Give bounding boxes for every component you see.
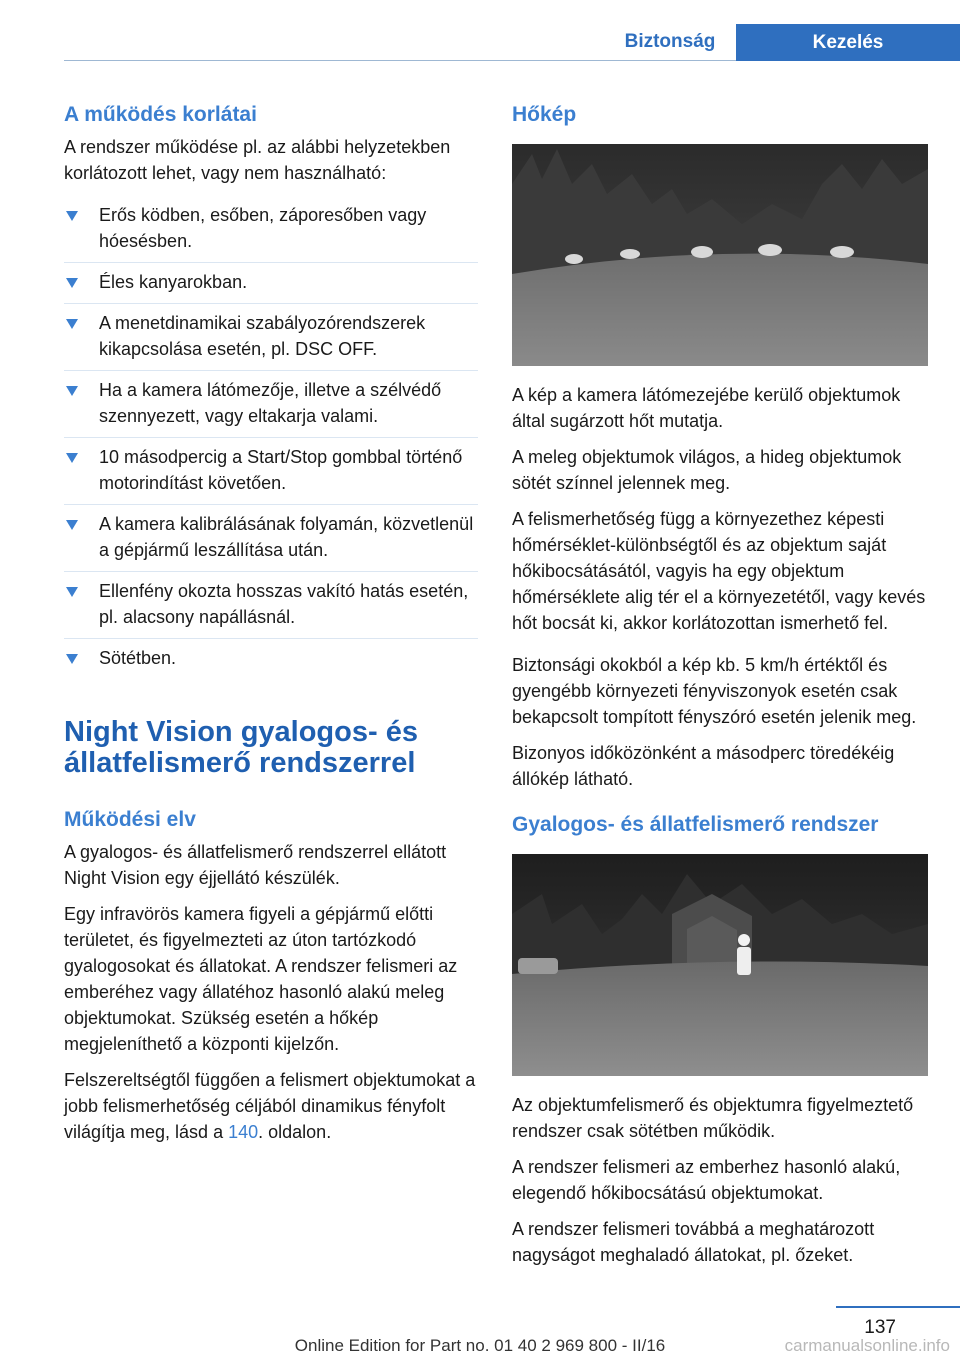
principle-paragraph-3: Felszereltségtől függően a felismert objektumokat a jobb felismerhetőség céljából dinamikus fényfolt világítja meg, lásd a 140. oldalon. [64, 1070, 476, 1142]
edition-line: Online Edition for Part no. 01 40 2 969 800 - II/16 [294, 1336, 666, 1355]
principle-heading: Működési elv [64, 808, 196, 831]
detect-heading: Gyalogos- és állatfelismerő rendszer [512, 813, 879, 836]
thermal-image-pedestrian [512, 854, 928, 1076]
triangle-bullet-icon [66, 520, 78, 530]
limits-intro: A rendszer működése pl. az alábbi helyzetekben korlátozott lehet, vagy nem használható: [64, 137, 451, 183]
list-item: A menetdinamikai szabályozórendszerek kikapcsolása esetén, pl. DSC OFF. [64, 303, 478, 370]
list-item: Sötétben. [64, 638, 478, 679]
thermal-paragraph-5: Bizonyos időközönként a másodperc töredékéig állókép látható. [512, 743, 895, 789]
watermark: carmanualsonline.info [784, 1336, 950, 1355]
left-column [64, 100, 478, 1155]
triangle-bullet-icon [66, 319, 78, 329]
thermal-heading: Hőkép [512, 103, 577, 126]
detect-paragraph-2: A rendszer felismeri az emberhez hasonló alakú, elegendő hőkibocsátású objektumokat. [512, 1157, 901, 1203]
detect-paragraph-1: Az objektumfelismerő és objektumra figyelmeztető rendszer csak sötétben működik. [512, 1095, 914, 1141]
page-number: 137 [864, 1317, 896, 1338]
list-item: Ha a kamera látómezője, illetve a szélvédő szennyezett, vagy eltakarja valami. [64, 370, 478, 437]
triangle-bullet-icon [66, 386, 78, 396]
list-item: Erős ködben, esőben, záporesőben vagy hóesésben. [64, 196, 478, 262]
thermal-paragraph-3: A felismerhetőség függ a környezethez képesti hőmérséklet-különbségtől és az objektum saját hőkibocsátásától, vagyis ha egy objektum hőmérséklete alig tér el a környezetétől, vagy kevés hőt bocsát ki, akkor korlátozottan ismerhető fel. [512, 509, 926, 633]
thermal-paragraph-2: A meleg objektumok világos, a hideg objektumok sötét színnel jelennek meg. [512, 447, 902, 493]
triangle-bullet-icon [66, 654, 78, 664]
triangle-bullet-icon [66, 211, 78, 221]
list-item: A kamera kalibrálásának folyamán, közvetlenül a gépjármű leszállítása után. [64, 504, 478, 571]
triangle-bullet-icon [66, 453, 78, 463]
limits-list [64, 196, 478, 679]
tab-kezeles[interactable]: Kezelés [736, 24, 960, 61]
thermal-image-animals [512, 144, 928, 366]
triangle-bullet-icon [66, 587, 78, 597]
right-column [512, 100, 930, 1278]
section-title: Night Vision gyalogos- és állatfelismerő rendszerrel [64, 716, 418, 779]
detect-paragraph-3: A rendszer felismeri továbbá a meghatározott nagyságot meghaladó állatokat, pl. őzeket. [512, 1219, 875, 1265]
limits-heading: A működés korlátai [64, 103, 257, 126]
principle-paragraph-1: A gyalogos- és állatfelismerő rendszerrel ellátott Night Vision egy éjjellátó készülék. [64, 842, 447, 888]
list-item: 10 másodpercig a Start/Stop gombbal történő motorindítást követően. [64, 437, 478, 504]
tab-biztonsag[interactable]: Biztonság [624, 31, 716, 52]
principle-paragraph-2: Egy infravörös kamera figyeli a gépjármű előtti területet, és figyelmezteti az úton tartózkodó gyalogosokat és állatokat. A rendszer felismeri az emberéhez vagy állatéhoz hasonló alakú meleg objektumokat. Szükség esetén a hőkép megjeleníthető a központi kijelzőn. [64, 904, 458, 1054]
footer-rule [836, 1306, 960, 1308]
list-item: Ellenfény okozta hosszas vakító hatás esetén, pl. alacsony napállásnál. [64, 571, 478, 638]
thermal-paragraph-1: A kép a kamera látómezejébe kerülő objektumok által sugárzott hőt mutatja. [512, 385, 901, 431]
thermal-paragraph-4: Biztonsági okokból a kép kb. 5 km/h értéktől és gyengébb környezeti fényviszonyok esetén csak bekapcsolt tompított fényszóró esetén jelenik meg. [512, 655, 917, 727]
list-item: Éles kanyarokban. [64, 262, 478, 303]
page-link-140[interactable]: 140 [228, 1122, 259, 1142]
triangle-bullet-icon [66, 278, 78, 288]
